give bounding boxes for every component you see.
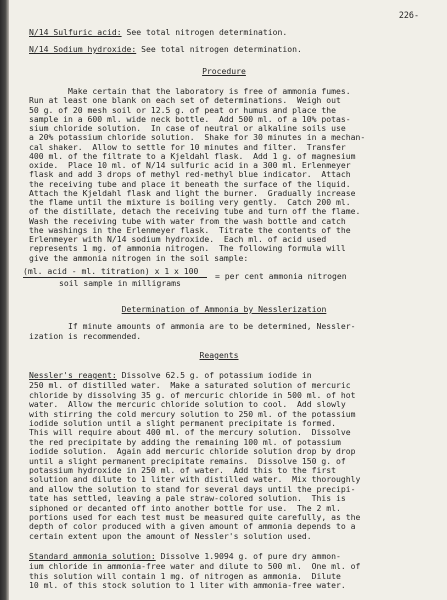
procedure-line-3: sample in a 600 ml. wide neck bottle. Add 500 ml. of a 10% potas- [29,113,351,124]
procedure-line-6: cal shaker. Allow to settle for 10 minutes and filter. Transfer [29,141,346,152]
sulfuric-acid-text: See total nitrogen determination. [121,27,288,37]
sulfuric-acid-line [29,27,287,37]
procedure-line-5: a 20% potassium chloride solution. Shake for 30 minutes in a mechan- [29,132,366,143]
formula-numerator: (ml. acid - ml. titration) x 1 x 100 [23,266,199,276]
nessler-reagent-line-12: and allow the solution to stand for several days until the precipi- [29,483,356,494]
nesslerization-heading: Determination of Ammonia by Nesslerization [121,304,327,314]
nessler-reagent-line-16: depth of color produced with a given amount of ammonia depends to a [29,521,356,532]
procedure-line-18: give the ammonia nitrogen in the soil sample: [29,252,249,263]
sodium-hydroxide-label: N/14 Sodium hydroxide: [29,44,137,54]
nessler-reagent-first-line [29,370,312,380]
procedure-line-9: flask and add 3 drops of methyl red-methyl blue indicator. Attach [29,169,351,180]
procedure-line-16: Erlenmeyer with N/14 sodium hydroxide. Each ml. of acid used [29,234,327,244]
procedure-line-13: of the distillate, detach the receiving tube and turn off the flame. [29,206,361,217]
nessler-reagent-line-0: Dissolve 62.5 g. of potassium iodide in [116,370,312,380]
standard-solution-line-1: ium chloride in ammonia-free water and dilute to 500 ml. One ml. of [29,561,361,571]
procedure-line-8: oxide. Place 10 ml. of N/14 sulfuric acid in a 300 ml. Erlenmeyer [29,160,351,170]
procedure-line-11: Attach the Kjeldahl flask and light the burner. Gradually increase [29,187,356,198]
procedure-heading: Procedure [202,66,246,76]
nessler-reagent-line-9: until a slight permanent precipitate remains. Dissolve 150 g. of [29,455,346,466]
nessler-reagent-line-13: tate has settled, leaving a pale straw-colored solution. This is [29,493,346,504]
procedure-line-4: sium chloride solution. In case of neutral or alkaline soils use [29,123,346,133]
procedure-line-10: the receiving tube and place it beneath the surface of the liquid. [29,178,351,189]
nessler-reagent-line-8: iodide solution. Again add mercuric chloride solution drop by drop [29,446,356,457]
procedure-line-0: Make certain that the laboratory is free of ammonia fumes. [29,86,351,96]
nessler-reagent-line-11: solution and dilute to 1 liter with distilled water. Mix thoroughly [29,474,361,485]
standard-solution-line-2: this solution will contain 1 mg. of nitrogen as ammonia. Dilute [29,570,341,581]
nessler-reagent-line-4: with stirring the cold mercury solution to 250 ml. of the potassium [29,408,356,419]
nessler-reagent-line-6: This will require about 400 ml. of the mercury solution. Dissolve [29,427,351,438]
formula-result: = per cent ammonia nitrogen [215,271,347,281]
nessler-reagent-label: Nessler's reagent: [29,370,117,380]
nessler-reagent-line-3: water. Allow the mercuric chloride solution to cool. Add slowly [29,399,346,410]
nessler-reagent-line-14: siphoned or decanted off into another bottle for use. The 2 ml. [29,502,341,513]
procedure-line-12: the flame until the mixture is boiling very gently. Catch 200 ml. [29,197,351,207]
nessler-reagent-line-5: iodide solution until a slight permanent precipitate is formed. [29,417,336,428]
nessler-reagent-line-15: portions used for each test must be measured quite carefully, as the [29,511,361,522]
procedure-line-14: Wash the receiving tube with water from the wash bottle and catch [29,215,346,226]
sodium-hydroxide-text: See total nitrogen determination. [136,44,302,54]
procedure-line-15: the washings in the Erlenmeyer flask. Titrate the contents of the [29,224,351,235]
procedure-line-17: represents 1 mg. of ammonia nitrogen. The following formula will [29,243,346,254]
reagents-heading: Reagents [199,350,239,360]
standard-solution-label: Standard ammonia solution: [29,551,156,561]
page-number: 226- [398,10,419,20]
binder-edge [0,0,9,600]
nessler-reagent-line-7: the red precipitate by adding the remaining 100 ml. of potassium [29,436,341,447]
procedure-line-2: 50 g. of 20 mesh soil or 12.5 g. of peat or humus and place the [29,104,336,115]
sulfuric-acid-label: N/14 Sulfuric acid: [29,27,122,37]
nessler-reagent-line-1: 250 ml. of distilled water. Make a saturated solution of mercuric [29,380,351,391]
procedure-line-1: Run at least one blank on each set of determinations. Weigh out [29,95,341,106]
nesslerization-line-1: ization is recommended. [29,330,142,341]
nessler-reagent-line-2: chloride by dissolving 35 g. of mercuric chloride in 500 ml. of hot [29,389,356,400]
standard-solution-line-3: 10 ml. of this stock solution to 1 liter with ammonia-free water. [29,580,346,591]
formula-denominator: soil sample in milligrams [59,278,181,288]
nesslerization-line-0: If minute amounts of ammonia are to be determined, Nessler- [29,321,356,331]
standard-solution-first-line [29,551,341,561]
nessler-reagent-line-17: certain extent upon the amount of Nessler's solution used. [29,530,312,541]
standard-solution-line-0: Dissolve 1.9094 g. of pure dry ammon- [155,551,341,561]
procedure-line-7: 400 ml. of the filtrate to a Kjeldahl flask. Add 1 g. of magnesium [29,150,356,161]
sodium-hydroxide-line [29,44,302,54]
nessler-reagent-line-10: potassium hydroxide in 250 ml. of water. Add this to the first [29,464,336,475]
